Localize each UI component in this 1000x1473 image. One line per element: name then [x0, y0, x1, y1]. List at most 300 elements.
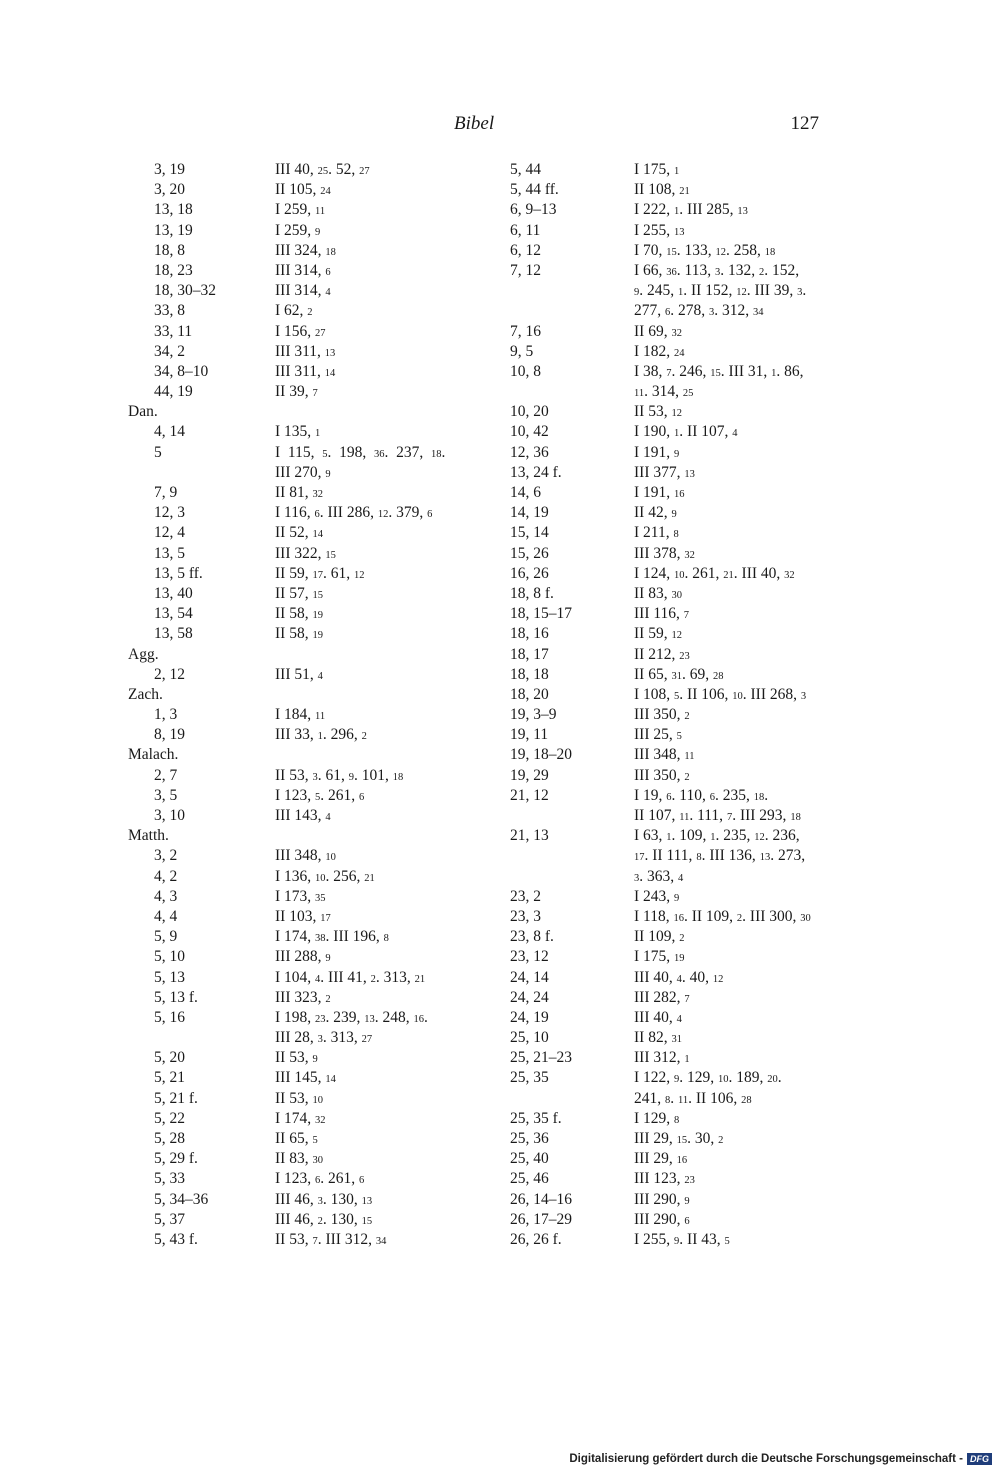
- volume-page-reference: I 136, 10. 256, 21: [275, 867, 375, 885]
- index-entry: [510, 200, 890, 220]
- verse-reference: 5, 29 f.: [154, 1150, 198, 1168]
- index-entry: [128, 1089, 508, 1109]
- verse-reference: 25, 36: [510, 1130, 549, 1147]
- index-entry: [128, 968, 508, 988]
- verse-reference: 13, 18: [154, 201, 193, 219]
- index-column-right: [510, 160, 890, 1250]
- volume-page-reference: II 39, 7: [275, 383, 318, 401]
- index-entry: [510, 927, 890, 947]
- verse-reference: 26, 17–29: [510, 1210, 572, 1228]
- verse-reference: 24, 19: [510, 1008, 549, 1026]
- index-entry: [128, 1109, 508, 1129]
- index-entry: [128, 402, 508, 422]
- volume-page-reference: III 322, 15: [275, 544, 336, 562]
- volume-page-reference: III 25, 5: [634, 726, 682, 744]
- footer-text: Digitalisierung gefördert durch die Deutsche Forschungsgemeinschaft -: [569, 1453, 963, 1465]
- volume-page-reference: I 174, 38. III 196, 8: [275, 928, 389, 946]
- volume-page-reference: I 66, 36. 113, 3. 132, 2. 152,: [634, 261, 800, 279]
- volume-page-reference: 11. 314, 25: [634, 383, 694, 401]
- volume-page-reference: II 42, 9: [634, 504, 677, 522]
- volume-page-reference: I 184, 11: [275, 706, 326, 724]
- index-entry: [510, 745, 890, 765]
- verse-reference: 6, 11: [510, 221, 541, 239]
- verse-reference: 23, 12: [510, 948, 549, 966]
- verse-reference: 13, 5 ff.: [154, 564, 203, 582]
- index-entry: [128, 867, 508, 887]
- verse-reference: 5, 34–36: [154, 1190, 209, 1208]
- index-entry: [510, 443, 890, 463]
- index-entry: [510, 382, 890, 402]
- volume-page-reference: III 116, 7: [634, 605, 690, 623]
- verse-reference: 25, 35 f.: [510, 1109, 562, 1127]
- dfg-logo: DFG: [967, 1453, 992, 1465]
- index-entry: [128, 846, 508, 866]
- verse-reference: 19, 11: [510, 726, 549, 744]
- index-entry: [510, 645, 890, 665]
- verse-reference: 10, 8: [510, 362, 541, 380]
- index-entry: [128, 745, 508, 765]
- index-entry: [510, 422, 890, 442]
- index-entry: [510, 301, 890, 321]
- index-entry: [128, 826, 508, 846]
- volume-page-reference: I 255, 9. II 43, 5: [634, 1230, 730, 1248]
- verse-reference: 18, 8: [154, 241, 185, 259]
- volume-page-reference: III 378, 32: [634, 544, 695, 562]
- index-entry: [128, 523, 508, 543]
- index-entry: [510, 221, 890, 241]
- verse-reference: 5, 13 f.: [154, 988, 198, 1006]
- index-entry: [128, 1149, 508, 1169]
- verse-reference: 24, 14: [510, 968, 549, 986]
- verse-reference: 18, 20: [510, 685, 549, 703]
- index-entry: [128, 443, 508, 463]
- index-entry: [128, 665, 508, 685]
- verse-reference: 18, 8 f.: [510, 584, 554, 602]
- volume-page-reference: 9. 245, 1. II 152, 12. III 39, 3.: [634, 282, 807, 300]
- index-column-left: [128, 160, 508, 1250]
- volume-page-reference: I 135, 1: [275, 423, 321, 441]
- index-entry: [510, 503, 890, 523]
- index-entry: [510, 544, 890, 564]
- index-entry: [510, 1190, 890, 1210]
- verse-reference: 34, 8–10: [154, 362, 209, 380]
- volume-page-reference: II 57, 15: [275, 584, 323, 602]
- verse-reference: 25, 21–23: [510, 1049, 572, 1067]
- volume-page-reference: II 59, 12: [634, 625, 682, 643]
- volume-page-reference: III 282, 7: [634, 988, 690, 1006]
- volume-page-reference: III 40, 4: [634, 1008, 682, 1026]
- index-entry: [510, 584, 890, 604]
- verse-reference: 7, 16: [510, 322, 541, 340]
- index-entry: [510, 523, 890, 543]
- verse-reference: 5, 9: [154, 928, 178, 946]
- index-entry: [510, 968, 890, 988]
- index-entry: [510, 624, 890, 644]
- volume-page-reference: III 33, 1. 296, 2: [275, 726, 367, 744]
- funding-footer: [569, 1453, 992, 1465]
- verse-reference: 25, 46: [510, 1170, 549, 1188]
- verse-reference: 2, 12: [154, 665, 185, 683]
- volume-page-reference: II 108, 21: [634, 181, 690, 199]
- index-entry: [128, 988, 508, 1008]
- index-entry: [510, 1008, 890, 1028]
- volume-page-reference: II 109, 2: [634, 928, 685, 946]
- book-heading: Dan.: [128, 403, 158, 421]
- index-entry: [128, 705, 508, 725]
- verse-reference: 3, 19: [154, 161, 185, 178]
- volume-page-reference: I 191, 16: [634, 484, 685, 501]
- volume-page-reference: III 350, 2: [634, 706, 690, 724]
- verse-reference: 21, 13: [510, 827, 549, 845]
- volume-page-reference: II 58, 19: [275, 605, 323, 623]
- index-entry: [128, 362, 508, 382]
- index-entry: [128, 544, 508, 564]
- verse-reference: 12, 4: [154, 524, 185, 542]
- volume-page-reference: III 143, 4: [275, 807, 331, 824]
- index-entry: [510, 483, 890, 503]
- verse-reference: 18, 18: [510, 665, 549, 683]
- volume-page-reference: III 323, 2: [275, 988, 331, 1006]
- verse-reference: 15, 26: [510, 544, 549, 562]
- index-entry: [510, 705, 890, 725]
- volume-page-reference: I 123, 6. 261, 6: [275, 1170, 365, 1188]
- volume-page-reference: III 311, 14: [275, 362, 336, 380]
- volume-page-reference: III 40, 4. 40, 12: [634, 968, 724, 986]
- volume-page-reference: III 314, 6: [275, 261, 331, 279]
- volume-page-reference: I 190, 1. II 107, 4: [634, 423, 738, 441]
- volume-page-reference: III 350, 2: [634, 766, 690, 784]
- volume-page-reference: I 259, 11: [275, 201, 326, 219]
- volume-page-reference: I 174, 32: [275, 1109, 326, 1127]
- index-entry: [128, 766, 508, 786]
- verse-reference: 5: [154, 443, 162, 461]
- index-entry: [510, 241, 890, 261]
- volume-page-reference: II 65, 5: [275, 1130, 318, 1147]
- book-heading: Zach.: [128, 685, 163, 703]
- verse-reference: 5, 20: [154, 1049, 185, 1067]
- index-entry: [510, 685, 890, 705]
- verse-reference: 2, 7: [154, 766, 178, 784]
- verse-reference: 14, 19: [510, 504, 549, 522]
- volume-page-reference: I 175, 19: [634, 948, 685, 966]
- volume-page-reference: III 29, 16: [634, 1150, 688, 1168]
- verse-reference: 25, 35: [510, 1069, 549, 1087]
- verse-reference: 13, 19: [154, 221, 193, 239]
- volume-page-reference: I 173, 35: [275, 887, 326, 905]
- index-entry: [510, 261, 890, 281]
- volume-page-reference: I 118, 16. II 109, 2. III 300, 30: [634, 907, 811, 925]
- verse-reference: 18, 30–32: [154, 282, 216, 300]
- verse-reference: 4, 14: [154, 423, 185, 441]
- index-entry: [510, 988, 890, 1008]
- verse-reference: 13, 5: [154, 544, 185, 562]
- volume-page-reference: II 58, 19: [275, 625, 323, 643]
- index-entry: [128, 947, 508, 967]
- verse-reference: 16, 26: [510, 564, 549, 582]
- volume-page-reference: I 182, 24: [634, 342, 685, 360]
- volume-page-reference: II 81, 32: [275, 484, 323, 501]
- verse-reference: 8, 19: [154, 726, 185, 744]
- index-entry: [128, 1028, 508, 1048]
- volume-page-reference: II 69, 32: [634, 322, 682, 340]
- index-entry: [128, 1190, 508, 1210]
- verse-reference: 13, 40: [154, 584, 193, 602]
- volume-page-reference: I 122, 9. 129, 10. 189, 20.: [634, 1069, 782, 1087]
- volume-page-reference: 3. 363, 4: [634, 867, 684, 885]
- index-entry: [510, 1048, 890, 1068]
- index-entry: [128, 503, 508, 523]
- verse-reference: 5, 44 ff.: [510, 181, 559, 199]
- index-entry: [128, 624, 508, 644]
- index-entry: [128, 422, 508, 442]
- volume-page-reference: III 324, 18: [275, 241, 336, 259]
- volume-page-reference: III 348, 11: [634, 746, 695, 764]
- index-entry: [510, 342, 890, 362]
- index-entry: [128, 725, 508, 745]
- index-entry: [128, 927, 508, 947]
- verse-reference: 25, 40: [510, 1150, 549, 1168]
- volume-page-reference: I 259, 9: [275, 221, 321, 239]
- index-entry: [128, 1210, 508, 1230]
- index-entry: [128, 645, 508, 665]
- verse-reference: 3, 5: [154, 786, 178, 804]
- volume-page-reference: III 290, 6: [634, 1210, 690, 1228]
- index-entry: [510, 564, 890, 584]
- index-entry: [510, 1149, 890, 1169]
- volume-page-reference: III 288, 9: [275, 948, 331, 966]
- volume-page-reference: 241, 8. 11. II 106, 28: [634, 1089, 752, 1107]
- volume-page-reference: I 104, 4. III 41, 2. 313, 21: [275, 968, 426, 986]
- volume-page-reference: III 46, 3. 130, 13: [275, 1190, 373, 1208]
- running-title: Bibel: [454, 113, 495, 134]
- volume-page-reference: I 243, 9: [634, 887, 680, 905]
- index-entry: [128, 463, 508, 483]
- index-entry: [510, 1028, 890, 1048]
- index-entry: [128, 1230, 508, 1250]
- index-entry: [128, 200, 508, 220]
- index-entry: [128, 907, 508, 927]
- verse-reference: 25, 10: [510, 1029, 549, 1047]
- index-entry: [510, 887, 890, 907]
- verse-reference: 5, 43 f.: [154, 1230, 198, 1248]
- index-entry: [510, 1169, 890, 1189]
- index-entry: [128, 180, 508, 200]
- volume-page-reference: III 40, 25. 52, 27: [275, 161, 370, 178]
- verse-reference: 26, 14–16: [510, 1190, 572, 1208]
- verse-reference: 18, 17: [510, 645, 549, 663]
- index-entry: [510, 362, 890, 382]
- index-entry: [128, 221, 508, 241]
- verse-reference: 5, 21: [154, 1069, 185, 1087]
- index-entry: [128, 301, 508, 321]
- volume-page-reference: I 156, 27: [275, 322, 326, 340]
- index-entry: [510, 1129, 890, 1149]
- volume-page-reference: II 52, 14: [275, 524, 323, 542]
- index-entry: [510, 806, 890, 826]
- verse-reference: 23, 8 f.: [510, 928, 554, 946]
- index-entry: [510, 180, 890, 200]
- volume-page-reference: III 123, 23: [634, 1170, 695, 1188]
- verse-reference: 10, 42: [510, 423, 549, 441]
- volume-page-reference: I 175, 1: [634, 161, 680, 178]
- volume-page-reference: III 29, 15. 30, 2: [634, 1130, 724, 1147]
- volume-page-reference: III 377, 13: [634, 463, 695, 481]
- volume-page-reference: III 145, 14: [275, 1069, 336, 1087]
- volume-page-reference: II 105, 24: [275, 181, 331, 199]
- volume-page-reference: 17. II 111, 8. III 136, 13. 273,: [634, 847, 806, 865]
- index-entry: [128, 887, 508, 907]
- verse-reference: 13, 24 f.: [510, 463, 562, 481]
- volume-page-reference: I 38, 7. 246, 15. III 31, 1. 86,: [634, 362, 804, 380]
- volume-page-reference: I 255, 13: [634, 221, 685, 239]
- volume-page-reference: II 53, 12: [634, 403, 682, 421]
- verse-reference: 4, 2: [154, 867, 178, 885]
- volume-page-reference: III 270, 9: [275, 463, 331, 481]
- volume-page-reference: I 191, 9: [634, 443, 680, 461]
- volume-page-reference: I 198, 23. 239, 13. 248, 16.: [275, 1008, 428, 1026]
- volume-page-reference: I 19, 6. 110, 6. 235, 18.: [634, 786, 769, 804]
- verse-reference: 3, 20: [154, 181, 185, 199]
- volume-page-reference: II 103, 17: [275, 907, 331, 925]
- index-entry: [510, 766, 890, 786]
- volume-page-reference: II 53, 7. III 312, 34: [275, 1230, 387, 1248]
- volume-page-reference: II 59, 17. 61, 12: [275, 564, 365, 582]
- verse-reference: 5, 21 f.: [154, 1089, 198, 1107]
- verse-reference: 10, 20: [510, 403, 549, 421]
- index-entry: [510, 322, 890, 342]
- verse-reference: 5, 37: [154, 1210, 185, 1228]
- index-entry: [510, 160, 890, 180]
- volume-page-reference: II 53, 3. 61, 9. 101, 18: [275, 766, 404, 784]
- volume-page-reference: III 46, 2. 130, 15: [275, 1210, 373, 1228]
- volume-page-reference: II 83, 30: [634, 584, 682, 602]
- volume-page-reference: I 63, 1. 109, 1. 235, 12. 236,: [634, 827, 800, 845]
- index-entry: [510, 463, 890, 483]
- page-header: [0, 113, 1000, 143]
- volume-page-reference: II 83, 30: [275, 1150, 323, 1168]
- verse-reference: 5, 44: [510, 161, 541, 178]
- volume-page-reference: III 348, 10: [275, 847, 336, 865]
- verse-reference: 6, 12: [510, 241, 541, 259]
- index-entry: [128, 1068, 508, 1088]
- index-entry: [510, 826, 890, 846]
- verse-reference: 5, 10: [154, 948, 185, 966]
- index-entry: [128, 382, 508, 402]
- index-entry: [510, 786, 890, 806]
- index-entry: [510, 947, 890, 967]
- verse-reference: 23, 3: [510, 907, 541, 925]
- index-entry: [510, 725, 890, 745]
- index-entry: [128, 483, 508, 503]
- volume-page-reference: I 222, 1. III 285, 13: [634, 201, 748, 219]
- verse-reference: 4, 3: [154, 887, 178, 905]
- volume-page-reference: I 116, 6. III 286, 12. 379, 6: [275, 504, 433, 522]
- verse-reference: 7, 9: [154, 484, 178, 501]
- index-entry: [128, 281, 508, 301]
- book-heading: Agg.: [128, 645, 159, 663]
- verse-reference: 5, 13: [154, 968, 185, 986]
- volume-page-reference: III 290, 9: [634, 1190, 690, 1208]
- volume-page-reference: I 211, 8: [634, 524, 679, 542]
- volume-page-reference: I 70, 15. 133, 12. 258, 18: [634, 241, 776, 259]
- verse-reference: 33, 11: [154, 322, 193, 340]
- verse-reference: 12, 36: [510, 443, 549, 461]
- volume-page-reference: II 212, 23: [634, 645, 690, 663]
- verse-reference: 13, 54: [154, 605, 193, 623]
- verse-reference: 1, 3: [154, 706, 178, 724]
- verse-reference: 19, 18–20: [510, 746, 572, 764]
- verse-reference: 7, 12: [510, 261, 541, 279]
- volume-page-reference: I 108, 5. II 106, 10. III 268, 3: [634, 685, 807, 703]
- verse-reference: 21, 12: [510, 786, 549, 804]
- volume-page-reference: I 124, 10. 261, 21. III 40, 32: [634, 564, 795, 582]
- index-entry: [128, 160, 508, 180]
- verse-reference: 33, 8: [154, 302, 185, 320]
- verse-reference: 18, 15–17: [510, 605, 572, 623]
- volume-page-reference: I 123, 5. 261, 6: [275, 786, 365, 804]
- verse-reference: 19, 29: [510, 766, 549, 784]
- index-entry: [128, 261, 508, 281]
- index-entry: [128, 685, 508, 705]
- verse-reference: 14, 6: [510, 484, 541, 501]
- index-entry: [510, 402, 890, 422]
- index-entry: [128, 1008, 508, 1028]
- volume-page-reference: III 311, 13: [275, 342, 336, 360]
- verse-reference: 13, 58: [154, 625, 193, 643]
- volume-page-reference: I 62, 2: [275, 302, 313, 320]
- index-entry: [510, 846, 890, 866]
- verse-reference: 9, 5: [510, 342, 534, 360]
- verse-reference: 18, 23: [154, 261, 193, 279]
- book-heading: Malach.: [128, 746, 179, 764]
- volume-page-reference: II 53, 10: [275, 1089, 323, 1107]
- verse-reference: 24, 24: [510, 988, 549, 1006]
- verse-reference: 6, 9–13: [510, 201, 557, 219]
- verse-reference: 5, 22: [154, 1109, 185, 1127]
- page-number: 127: [790, 113, 819, 134]
- verse-reference: 4, 4: [154, 907, 178, 925]
- index-entry: [510, 1068, 890, 1088]
- verse-reference: 5, 16: [154, 1008, 185, 1026]
- verse-reference: 44, 19: [154, 383, 193, 401]
- verse-reference: 5, 33: [154, 1170, 185, 1188]
- index-entry: [128, 1169, 508, 1189]
- index-entry: [510, 1109, 890, 1129]
- index-entry: [510, 665, 890, 685]
- index-entry: [510, 604, 890, 624]
- index-entry: [510, 867, 890, 887]
- volume-page-reference: I 129, 8: [634, 1109, 680, 1127]
- index-entry: [128, 564, 508, 584]
- volume-page-reference: 277, 6. 278, 3. 312, 34: [634, 302, 764, 320]
- volume-page-reference: III 314, 4: [275, 282, 331, 300]
- index-entry: [128, 1129, 508, 1149]
- index-entry: [128, 1048, 508, 1068]
- index-entry: [510, 907, 890, 927]
- verse-reference: 18, 16: [510, 625, 549, 643]
- verse-reference: 12, 3: [154, 504, 185, 522]
- volume-page-reference: II 107, 11. 111, 7. III 293, 18: [634, 807, 801, 824]
- index-entry: [128, 806, 508, 826]
- verse-reference: 5, 28: [154, 1130, 185, 1147]
- index-entry: [128, 241, 508, 261]
- volume-page-reference: I 115, 5. 198, 36. 237, 18.: [275, 443, 446, 461]
- index-entry: [128, 786, 508, 806]
- index-entry: [128, 342, 508, 362]
- verse-reference: 19, 3–9: [510, 706, 557, 724]
- index-entry: [510, 1230, 890, 1250]
- volume-page-reference: II 82, 31: [634, 1029, 682, 1047]
